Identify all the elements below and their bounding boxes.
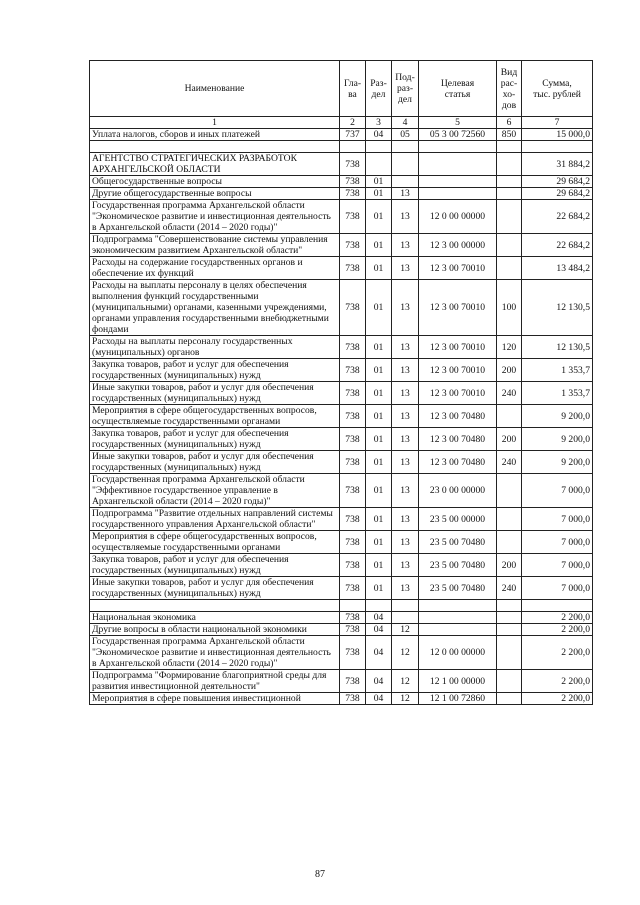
table-row	[90, 188, 593, 200]
row-target-cell: 23 5 00 70480	[419, 531, 497, 554]
row-amount-cell	[522, 141, 593, 153]
row-chapter-cell: 738	[340, 428, 366, 451]
row-amount-cell: 7 000,0	[522, 577, 593, 600]
row-subsection-cell: 12	[392, 624, 419, 636]
row-chapter-cell: 738	[340, 612, 366, 624]
row-name-cell: Общегосударственные вопросы	[90, 176, 340, 188]
row-name-cell: Закупка товаров, работ и услуг для обеспечения государственных (муниципальных) нужд	[90, 359, 340, 382]
table-row	[90, 129, 593, 141]
row-section-cell: 04	[366, 670, 392, 693]
row-target-cell: 12 3 00 70010	[419, 336, 497, 359]
row-amount-cell: 29 684,2	[522, 188, 593, 200]
row-amount-cell: 1 353,7	[522, 382, 593, 405]
header-chapter: Гла- ва	[340, 61, 366, 117]
header-subsection: Под- раз- дел	[392, 61, 419, 117]
row-section-cell: 01	[366, 577, 392, 600]
table-row	[90, 428, 593, 451]
row-expense-type-cell	[497, 636, 522, 670]
row-chapter-cell: 738	[340, 336, 366, 359]
row-subsection-cell	[392, 600, 419, 612]
column-number: 6	[497, 117, 522, 129]
table-row	[90, 636, 593, 670]
row-chapter-cell: 738	[340, 636, 366, 670]
table-row	[90, 200, 593, 234]
row-target-cell: 12 0 00 00000	[419, 636, 497, 670]
row-subsection-cell: 13	[392, 257, 419, 280]
row-section-cell: 04	[366, 129, 392, 141]
row-section-cell: 01	[366, 428, 392, 451]
row-amount-cell: 29 684,2	[522, 176, 593, 188]
row-subsection-cell	[392, 141, 419, 153]
table-blank-row	[90, 600, 593, 612]
row-amount-cell: 13 484,2	[522, 257, 593, 280]
row-chapter-cell: 738	[340, 257, 366, 280]
row-name-cell: Другие вопросы в области национальной экономики	[90, 624, 340, 636]
row-target-cell: 12 3 00 70010	[419, 257, 497, 280]
table-row	[90, 359, 593, 382]
row-amount-cell: 2 200,0	[522, 624, 593, 636]
row-subsection-cell: 13	[392, 359, 419, 382]
row-section-cell: 01	[366, 280, 392, 336]
row-name-cell: Расходы на содержание государственных органов и обеспечение их функций	[90, 257, 340, 280]
table-row	[90, 670, 593, 693]
row-amount-cell: 7 000,0	[522, 508, 593, 531]
row-section-cell: 01	[366, 188, 392, 200]
table-row	[90, 451, 593, 474]
table-row	[90, 405, 593, 428]
row-section-cell: 01	[366, 508, 392, 531]
header-row	[90, 61, 593, 117]
row-subsection-cell: 13	[392, 405, 419, 428]
row-section-cell: 01	[366, 176, 392, 188]
row-chapter-cell: 738	[340, 200, 366, 234]
row-section-cell	[366, 600, 392, 612]
row-amount-cell: 12 130,5	[522, 336, 593, 359]
row-target-cell	[419, 612, 497, 624]
row-target-cell	[419, 188, 497, 200]
row-chapter-cell: 738	[340, 577, 366, 600]
row-subsection-cell: 12	[392, 693, 419, 705]
row-chapter-cell: 738	[340, 451, 366, 474]
row-expense-type-cell	[497, 531, 522, 554]
row-section-cell: 01	[366, 554, 392, 577]
row-chapter-cell	[340, 600, 366, 612]
row-amount-cell: 9 200,0	[522, 405, 593, 428]
row-target-cell: 12 3 00 70010	[419, 280, 497, 336]
row-section-cell: 01	[366, 405, 392, 428]
row-chapter-cell: 738	[340, 188, 366, 200]
row-name-cell: Государственная программа Архангельской области "Экономическое развитие и инвестиционная деятельность в Архангельской области (2014 – 2020 годы)"	[90, 200, 340, 234]
column-number-row	[90, 117, 593, 129]
row-subsection-cell: 13	[392, 451, 419, 474]
row-chapter-cell: 738	[340, 153, 366, 176]
row-chapter-cell: 738	[340, 176, 366, 188]
row-subsection-cell: 13	[392, 554, 419, 577]
row-expense-type-cell	[497, 141, 522, 153]
column-number: 2	[340, 117, 366, 129]
row-target-cell: 12 1 00 00000	[419, 670, 497, 693]
row-target-cell: 05 3 00 72560	[419, 129, 497, 141]
table-row	[90, 577, 593, 600]
row-chapter-cell: 738	[340, 670, 366, 693]
header-section: Раз- дел	[366, 61, 392, 117]
row-amount-cell: 9 200,0	[522, 428, 593, 451]
row-amount-cell: 7 000,0	[522, 554, 593, 577]
row-target-cell: 23 0 00 00000	[419, 474, 497, 508]
row-amount-cell: 2 200,0	[522, 612, 593, 624]
row-target-cell: 12 3 00 70480	[419, 428, 497, 451]
column-number: 5	[419, 117, 497, 129]
row-target-cell: 12 3 00 70010	[419, 359, 497, 382]
row-expense-type-cell	[497, 153, 522, 176]
row-name-cell: Уплата налогов, сборов и иных платежей	[90, 129, 340, 141]
row-subsection-cell: 13	[392, 336, 419, 359]
row-chapter-cell: 738	[340, 359, 366, 382]
row-section-cell: 04	[366, 612, 392, 624]
row-name-cell: Национальная экономика	[90, 612, 340, 624]
row-name-cell: Закупка товаров, работ и услуг для обеспечения государственных (муниципальных) нужд	[90, 554, 340, 577]
row-chapter-cell: 737	[340, 129, 366, 141]
table-blank-row	[90, 141, 593, 153]
row-chapter-cell	[340, 141, 366, 153]
row-amount-cell: 1 353,7	[522, 359, 593, 382]
column-number: 4	[392, 117, 419, 129]
header-name: Наименование	[90, 61, 340, 117]
table-row	[90, 508, 593, 531]
row-subsection-cell: 13	[392, 428, 419, 451]
row-subsection-cell: 13	[392, 474, 419, 508]
row-section-cell: 01	[366, 359, 392, 382]
table-row	[90, 554, 593, 577]
row-expense-type-cell: 200	[497, 554, 522, 577]
row-name-cell: Мероприятия в сфере общегосударственных вопросов, осуществляемые государственными органами	[90, 405, 340, 428]
row-amount-cell: 2 200,0	[522, 636, 593, 670]
row-chapter-cell: 738	[340, 508, 366, 531]
table-row	[90, 612, 593, 624]
row-section-cell: 04	[366, 624, 392, 636]
row-target-cell: 12 3 00 70480	[419, 451, 497, 474]
table-row	[90, 153, 593, 176]
table-row	[90, 280, 593, 336]
budget-table	[89, 60, 593, 705]
row-expense-type-cell	[497, 508, 522, 531]
row-expense-type-cell	[497, 234, 522, 257]
row-name-cell: Подпрограмма "Совершенствование системы управления экономическим развитием Архангельской области"	[90, 234, 340, 257]
row-expense-type-cell	[497, 176, 522, 188]
table-row	[90, 624, 593, 636]
row-section-cell: 04	[366, 693, 392, 705]
row-amount-cell: 15 000,0	[522, 129, 593, 141]
header-expense-type: Вид рас- хо- дов	[497, 61, 522, 117]
page-number: 87	[315, 869, 325, 880]
row-amount-cell	[522, 600, 593, 612]
row-name-cell: Государственная программа Архангельской области "Экономическое развитие и инвестиционная деятельность в Архангельской области (2014 – 2020 годы)"	[90, 636, 340, 670]
table-row	[90, 257, 593, 280]
row-expense-type-cell	[497, 405, 522, 428]
row-section-cell: 01	[366, 531, 392, 554]
row-expense-type-cell: 120	[497, 336, 522, 359]
row-name-cell	[90, 600, 340, 612]
row-subsection-cell: 05	[392, 129, 419, 141]
row-subsection-cell	[392, 176, 419, 188]
row-chapter-cell: 738	[340, 554, 366, 577]
row-section-cell: 01	[366, 336, 392, 359]
row-name-cell: Расходы на выплаты персоналу государственных (муниципальных) органов	[90, 336, 340, 359]
row-chapter-cell: 738	[340, 280, 366, 336]
row-chapter-cell: 738	[340, 693, 366, 705]
column-number: 7	[522, 117, 593, 129]
row-expense-type-cell	[497, 600, 522, 612]
row-expense-type-cell: 200	[497, 428, 522, 451]
row-subsection-cell: 13	[392, 200, 419, 234]
row-target-cell: 12 3 00 70010	[419, 382, 497, 405]
row-section-cell: 01	[366, 234, 392, 257]
row-subsection-cell: 13	[392, 280, 419, 336]
row-name-cell: АГЕНТСТВО СТРАТЕГИЧЕСКИХ РАЗРАБОТОК АРХАНГЕЛЬСКОЙ ОБЛАСТИ	[90, 153, 340, 176]
row-expense-type-cell	[497, 624, 522, 636]
table-row	[90, 176, 593, 188]
row-name-cell: Расходы на выплаты персоналу в целях обеспечения выполнения функций государственными (муниципальными) органами, казенными учреждениями, органами управления государственными внебюджетными фондами	[90, 280, 340, 336]
row-name-cell	[90, 141, 340, 153]
header-target: Целевая статья	[419, 61, 497, 117]
row-name-cell: Государственная программа Архангельской области "Эффективное государственное управление в Архангельской области (2014 – 2020 годы)"	[90, 474, 340, 508]
row-name-cell: Иные закупки товаров, работ и услуг для обеспечения государственных (муниципальных) нужд	[90, 451, 340, 474]
column-number: 1	[90, 117, 340, 129]
row-expense-type-cell	[497, 474, 522, 508]
row-target-cell	[419, 153, 497, 176]
table-row	[90, 474, 593, 508]
row-target-cell: 23 5 00 70480	[419, 577, 497, 600]
row-expense-type-cell	[497, 693, 522, 705]
row-amount-cell: 7 000,0	[522, 531, 593, 554]
table-row	[90, 382, 593, 405]
row-target-cell	[419, 624, 497, 636]
row-expense-type-cell	[497, 670, 522, 693]
table-row	[90, 234, 593, 257]
row-chapter-cell: 738	[340, 405, 366, 428]
row-name-cell: Закупка товаров, работ и услуг для обеспечения государственных (муниципальных) нужд	[90, 428, 340, 451]
row-section-cell	[366, 141, 392, 153]
row-target-cell: 12 3 00 00000	[419, 234, 497, 257]
row-chapter-cell: 738	[340, 234, 366, 257]
row-subsection-cell: 13	[392, 531, 419, 554]
row-section-cell: 01	[366, 382, 392, 405]
row-amount-cell: 22 684,2	[522, 200, 593, 234]
row-name-cell: Мероприятия в сфере повышения инвестиционной	[90, 693, 340, 705]
row-subsection-cell: 12	[392, 636, 419, 670]
row-amount-cell: 2 200,0	[522, 693, 593, 705]
row-subsection-cell	[392, 153, 419, 176]
row-target-cell: 23 5 00 00000	[419, 508, 497, 531]
row-amount-cell: 7 000,0	[522, 474, 593, 508]
row-expense-type-cell	[497, 188, 522, 200]
row-subsection-cell: 13	[392, 577, 419, 600]
column-number: 3	[366, 117, 392, 129]
row-section-cell: 01	[366, 451, 392, 474]
row-subsection-cell: 13	[392, 188, 419, 200]
row-target-cell	[419, 141, 497, 153]
row-target-cell: 12 0 00 00000	[419, 200, 497, 234]
row-section-cell: 01	[366, 474, 392, 508]
row-amount-cell: 22 684,2	[522, 234, 593, 257]
row-target-cell: 12 3 00 70480	[419, 405, 497, 428]
row-name-cell: Другие общегосударственные вопросы	[90, 188, 340, 200]
row-section-cell: 01	[366, 257, 392, 280]
row-expense-type-cell: 200	[497, 359, 522, 382]
row-amount-cell: 2 200,0	[522, 670, 593, 693]
table-body	[90, 129, 593, 705]
row-subsection-cell: 13	[392, 234, 419, 257]
row-expense-type-cell	[497, 257, 522, 280]
row-chapter-cell: 738	[340, 531, 366, 554]
row-name-cell: Иные закупки товаров, работ и услуг для обеспечения государственных (муниципальных) нужд	[90, 577, 340, 600]
row-expense-type-cell	[497, 612, 522, 624]
row-target-cell	[419, 600, 497, 612]
row-name-cell: Подпрограмма "Формирование благоприятной среды для развития инвестиционной деятельности"	[90, 670, 340, 693]
row-expense-type-cell: 850	[497, 129, 522, 141]
row-subsection-cell: 13	[392, 382, 419, 405]
row-amount-cell: 12 130,5	[522, 280, 593, 336]
row-expense-type-cell	[497, 200, 522, 234]
row-section-cell: 04	[366, 636, 392, 670]
row-expense-type-cell: 240	[497, 577, 522, 600]
row-name-cell: Мероприятия в сфере общегосударственных вопросов, осуществляемые государственными органами	[90, 531, 340, 554]
table-row	[90, 531, 593, 554]
row-amount-cell: 9 200,0	[522, 451, 593, 474]
row-expense-type-cell: 100	[497, 280, 522, 336]
row-target-cell: 12 1 00 72860	[419, 693, 497, 705]
row-expense-type-cell: 240	[497, 382, 522, 405]
header-amount: Сумма, тыс. рублей	[522, 61, 593, 117]
row-target-cell: 23 5 00 70480	[419, 554, 497, 577]
row-subsection-cell: 12	[392, 670, 419, 693]
row-subsection-cell	[392, 612, 419, 624]
table-row	[90, 693, 593, 705]
row-section-cell: 01	[366, 200, 392, 234]
row-subsection-cell: 13	[392, 508, 419, 531]
table-row	[90, 336, 593, 359]
row-chapter-cell: 738	[340, 382, 366, 405]
row-chapter-cell: 738	[340, 624, 366, 636]
row-section-cell	[366, 153, 392, 176]
row-amount-cell: 31 884,2	[522, 153, 593, 176]
row-name-cell: Подпрограмма "Развитие отдельных направлений системы государственного управления Архангельской области"	[90, 508, 340, 531]
row-target-cell	[419, 176, 497, 188]
row-chapter-cell: 738	[340, 474, 366, 508]
row-name-cell: Иные закупки товаров, работ и услуг для обеспечения государственных (муниципальных) нужд	[90, 382, 340, 405]
row-expense-type-cell: 240	[497, 451, 522, 474]
